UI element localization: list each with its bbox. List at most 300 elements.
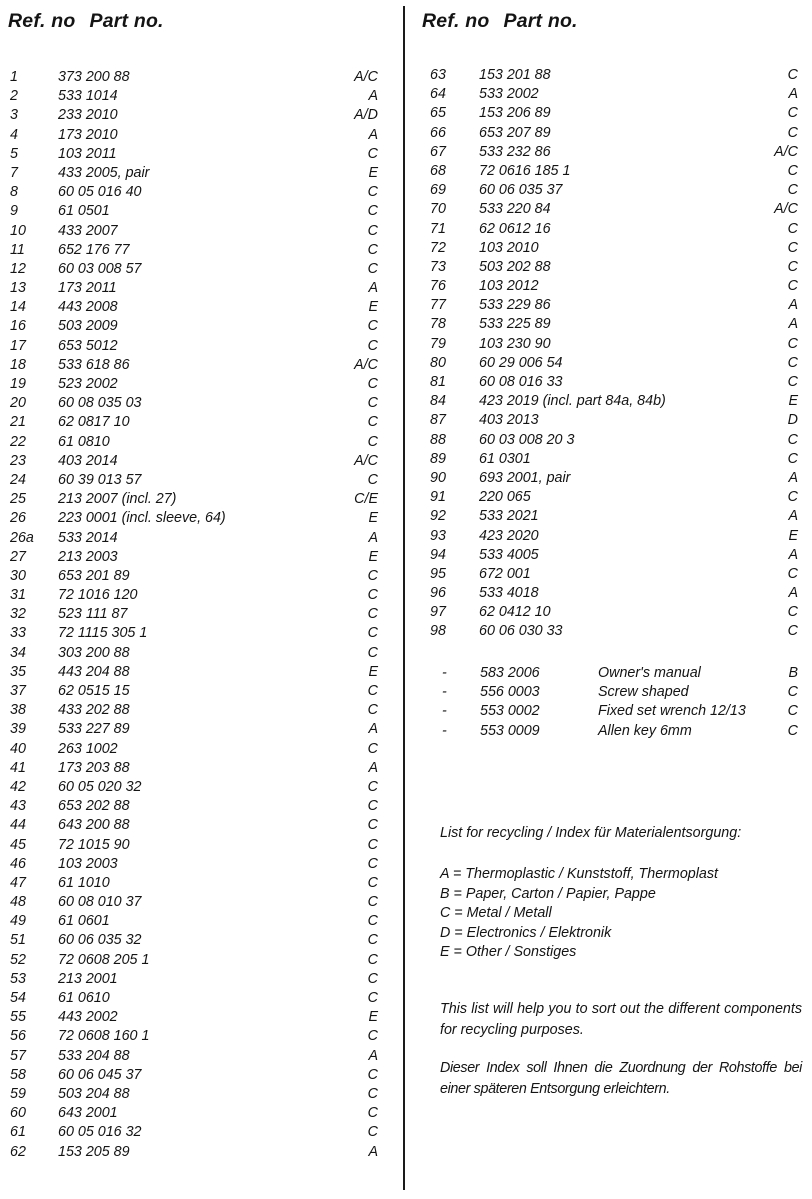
material-code-cell: B [788, 665, 798, 681]
part-no-cell: 533 618 86 [58, 356, 130, 373]
table-row [412, 239, 812, 258]
material-code-cell: A [788, 86, 798, 103]
material-code-cell: C [367, 778, 378, 795]
table-row [0, 912, 400, 931]
table-row [0, 356, 400, 375]
table-row [0, 183, 400, 202]
table-row [0, 279, 400, 298]
ref-no-cell: 45 [10, 836, 26, 853]
ref-no-cell: 68 [430, 162, 446, 179]
table-row [412, 603, 812, 622]
part-no-cell: 62 0412 10 [479, 604, 551, 621]
table-row [0, 317, 400, 336]
part-no-cell: 533 225 89 [479, 316, 551, 333]
ref-no-cell: 49 [10, 913, 26, 930]
material-code-cell: C [367, 683, 378, 699]
part-no-cell: 60 08 016 33 [479, 374, 563, 390]
part-no-cell: 553 0009 [480, 722, 540, 739]
material-code-cell: C [367, 970, 378, 987]
ref-no-cell: 33 [10, 625, 26, 642]
material-code-cell: E [368, 663, 378, 680]
part-no-cell: 62 0515 15 [58, 683, 130, 699]
material-code-cell: C [367, 625, 378, 642]
material-code-cell: C [367, 894, 378, 911]
part-no-cell: 533 220 84 [479, 201, 551, 218]
ref-no-cell: 96 [430, 585, 446, 602]
ref-no-cell: 35 [10, 663, 26, 680]
table-row [412, 622, 812, 641]
ref-no-cell: 4 [10, 126, 18, 143]
part-no-cell: 553 0002 [480, 703, 540, 720]
table-row [0, 471, 400, 490]
legend-item: C = Metal / Metall [440, 905, 552, 922]
ref-no-cell: 97 [430, 604, 446, 621]
legend-item: B = Paper, Carton / Papier, Pappe [440, 885, 656, 902]
part-no-cell: 503 2009 [58, 318, 118, 335]
legend-item: E = Other / Sonstiges [440, 944, 577, 961]
part-no-cell: 103 2012 [479, 278, 539, 295]
ref-no-cell: 89 [430, 450, 446, 467]
material-code-cell: A [368, 126, 378, 143]
table-row [0, 682, 400, 701]
material-code-cell: C [367, 1066, 378, 1083]
ref-no-cell: 92 [430, 508, 446, 525]
part-no-cell: 72 0608 205 1 [58, 951, 150, 968]
left-column-header [8, 10, 164, 33]
ref-no-cell: 60 [10, 1105, 26, 1122]
material-code-cell: C [787, 623, 798, 640]
part-no-cell: 523 111 87 [58, 606, 128, 623]
table-row [0, 145, 400, 164]
part-no-cell: 403 2014 [58, 452, 118, 469]
part-no-cell: 653 5012 [58, 337, 118, 354]
description-cell: Owner's manual [598, 665, 701, 681]
part-no-cell: 72 1115 305 1 [58, 625, 148, 642]
material-code-cell: C [787, 354, 798, 371]
part-no-cell: 433 2005, pair [58, 164, 150, 181]
part-no-cell: 373 200 88 [58, 69, 130, 85]
part-no-cell: 173 203 88 [58, 759, 130, 776]
table-row [0, 413, 400, 432]
table-row [412, 565, 812, 584]
material-code-cell: C [367, 932, 378, 949]
material-code-cell: C [367, 414, 378, 431]
part-no-cell: 61 0301 [479, 450, 531, 467]
legend-item: A = Thermoplastic / Kunststoff, Thermoplast [440, 866, 718, 882]
ref-no-cell: 46 [10, 855, 26, 872]
ref-no-heading: Ref. no [8, 10, 76, 32]
material-code-cell: A [368, 721, 378, 738]
table-row [0, 337, 400, 356]
table-row [0, 298, 400, 317]
ref-no-cell: - [442, 665, 447, 681]
part-no-cell: 60 39 013 57 [58, 471, 142, 488]
part-no-cell: 303 200 88 [58, 644, 130, 661]
material-code-cell: C [367, 836, 378, 853]
material-code-cell: C [787, 182, 798, 199]
material-code-cell: E [788, 393, 798, 410]
table-row [0, 529, 400, 548]
ref-no-cell: 66 [430, 124, 446, 141]
material-code-cell: C [367, 203, 378, 220]
material-code-cell: A [368, 759, 378, 776]
part-no-cell: 533 2002 [479, 86, 539, 103]
table-row [0, 1085, 400, 1104]
table-row [0, 567, 400, 586]
part-no-cell: 213 2001 [58, 970, 118, 987]
ref-no-cell: 41 [10, 759, 26, 776]
material-code-cell: A [368, 1143, 378, 1160]
table-row [0, 1047, 400, 1066]
material-code-cell: C [787, 703, 798, 720]
table-row [0, 893, 400, 912]
ref-no-cell: 23 [10, 452, 26, 469]
part-no-cell: 220 065 [479, 489, 531, 506]
material-code-cell: C [367, 951, 378, 968]
part-no-cell: 533 204 88 [58, 1047, 130, 1064]
ref-no-cell: 88 [430, 431, 446, 448]
part-no-cell: 72 0616 185 1 [479, 162, 571, 179]
table-row [0, 931, 400, 950]
material-code-cell: C [787, 124, 798, 141]
ref-no-cell: 1 [10, 69, 18, 85]
part-no-cell: 153 201 88 [479, 67, 551, 83]
ref-no-cell: 26a [10, 529, 34, 546]
ref-no-cell: 19 [10, 376, 26, 392]
accessories-list [412, 664, 812, 741]
ref-no-cell: 64 [430, 86, 446, 103]
material-code-cell: C [367, 740, 378, 757]
table-row [0, 816, 400, 835]
part-no-cell: 72 0608 160 1 [58, 1028, 150, 1045]
material-code-cell: A [788, 546, 798, 563]
ref-no-cell: 67 [430, 143, 446, 160]
part-no-cell: 60 05 016 32 [58, 1124, 142, 1141]
material-code-cell: C [367, 567, 378, 584]
ref-no-cell: 54 [10, 990, 26, 1006]
material-code-cell: C [367, 395, 378, 412]
part-no-cell: 72 1016 120 [58, 587, 138, 604]
part-no-cell: 60 06 045 37 [58, 1066, 142, 1083]
table-row [0, 164, 400, 183]
material-code-cell: A [788, 585, 798, 602]
ref-no-cell: 14 [10, 299, 26, 316]
ref-no-cell: 39 [10, 721, 26, 738]
table-row [412, 85, 812, 104]
part-no-cell: 263 1002 [58, 740, 118, 757]
part-no-cell: 443 2008 [58, 299, 118, 316]
material-code-cell: E [788, 527, 798, 544]
ref-no-cell: - [442, 703, 447, 720]
material-code-cell: A/D [354, 107, 378, 124]
part-no-cell: 423 2019 (incl. part 84a, 84b) [479, 393, 666, 410]
part-no-cell: 672 001 [479, 565, 531, 582]
ref-no-cell: 16 [10, 318, 26, 335]
part-no-cell: 533 227 89 [58, 721, 130, 738]
material-code-cell: A [788, 508, 798, 525]
material-code-cell: A/C [774, 143, 798, 160]
table-row [412, 258, 812, 277]
table-row [0, 874, 400, 893]
part-no-cell: 533 229 86 [479, 297, 551, 314]
material-code-cell: A [368, 88, 378, 105]
material-code-cell: C [367, 874, 378, 891]
ref-no-cell: 90 [430, 469, 446, 486]
part-no-cell: 61 1010 [58, 874, 110, 891]
ref-no-cell: 72 [430, 239, 446, 256]
part-no-cell: 103 2003 [58, 855, 118, 872]
material-code-cell: C [367, 606, 378, 623]
part-no-cell: 643 200 88 [58, 817, 130, 834]
ref-no-cell: 57 [10, 1047, 26, 1064]
table-row [0, 375, 400, 394]
ref-no-cell: 32 [10, 606, 26, 623]
material-code-cell: C [367, 471, 378, 488]
ref-no-cell: 76 [430, 278, 446, 295]
part-no-cell: 443 2002 [58, 1009, 118, 1026]
table-row [412, 296, 812, 315]
material-code-cell: C [787, 162, 798, 179]
part-no-heading: Part no. [503, 10, 578, 32]
ref-no-cell: 70 [430, 201, 446, 218]
table-row [0, 644, 400, 663]
material-code-cell: C [367, 376, 378, 392]
material-code-cell: C [787, 431, 798, 448]
table-row [0, 1066, 400, 1085]
material-code-cell: C [367, 241, 378, 258]
material-code-cell: C [367, 644, 378, 661]
table-row [0, 1008, 400, 1027]
table-row [0, 989, 400, 1008]
note-english: This list will help you to sort out the different components for recycling purposes. [440, 1001, 802, 1038]
part-no-cell: 213 2007 (incl. 27) [58, 491, 177, 508]
table-row [412, 431, 812, 450]
ref-no-cell: 9 [10, 203, 18, 220]
ref-no-cell: 34 [10, 644, 26, 661]
accessory-row [412, 683, 812, 702]
material-code-cell: C [787, 450, 798, 467]
material-code-cell: C [787, 374, 798, 390]
legend-items [440, 865, 718, 963]
ref-no-cell: 71 [430, 220, 446, 237]
ref-no-cell: 69 [430, 182, 446, 199]
material-code-cell: E [368, 164, 378, 181]
ref-no-cell: 12 [10, 260, 26, 277]
table-row [0, 126, 400, 145]
table-row [0, 106, 400, 125]
material-code-cell: C [367, 798, 378, 815]
ref-no-cell: 63 [430, 67, 446, 83]
material-code-cell: C [367, 1105, 378, 1122]
part-no-cell: 533 4018 [479, 585, 539, 602]
material-code-cell: A [368, 280, 378, 297]
ref-no-cell: 77 [430, 297, 446, 314]
ref-no-cell: 55 [10, 1009, 26, 1026]
ref-no-cell: 62 [10, 1143, 26, 1160]
table-row [0, 586, 400, 605]
part-no-cell: 103 2011 [58, 145, 117, 162]
ref-no-cell: 94 [430, 546, 446, 563]
material-code-cell: C [787, 335, 798, 352]
part-no-cell: 60 03 008 57 [58, 260, 142, 277]
ref-no-cell: 13 [10, 280, 26, 297]
part-no-cell: 653 202 88 [58, 798, 130, 815]
material-code-cell: E [368, 299, 378, 316]
part-no-cell: 653 201 89 [58, 567, 130, 584]
table-row [412, 66, 812, 85]
part-no-cell: 556 0003 [480, 684, 540, 701]
ref-no-cell: 24 [10, 471, 26, 488]
ref-no-cell: 20 [10, 395, 26, 412]
ref-no-cell: 42 [10, 778, 26, 795]
material-code-cell: C [367, 145, 378, 162]
part-no-cell: 503 202 88 [479, 258, 551, 275]
part-no-cell: 61 0601 [58, 913, 110, 930]
ref-no-cell: 84 [430, 393, 446, 410]
material-code-cell: A [368, 1047, 378, 1064]
ref-no-cell: 7 [10, 164, 18, 181]
part-no-cell: 60 29 006 54 [479, 354, 563, 371]
ref-no-cell: 30 [10, 567, 26, 584]
part-no-cell: 60 08 035 03 [58, 395, 142, 412]
ref-no-cell: 79 [430, 335, 446, 352]
table-row [0, 855, 400, 874]
part-no-cell: 533 4005 [479, 546, 539, 563]
part-no-cell: 433 2007 [58, 222, 118, 239]
table-row [412, 104, 812, 123]
part-no-cell: 173 2011 [58, 280, 117, 297]
table-row [412, 373, 812, 392]
table-row [0, 759, 400, 778]
table-row [0, 452, 400, 471]
accessory-row [412, 702, 812, 721]
table-row [0, 701, 400, 720]
part-no-cell: 60 08 010 37 [58, 894, 142, 911]
material-code-cell: A/C [354, 356, 378, 373]
ref-no-cell: 18 [10, 356, 26, 373]
ref-no-cell: 56 [10, 1028, 26, 1045]
table-row [412, 392, 812, 411]
ref-no-cell: 8 [10, 184, 18, 201]
table-row [0, 87, 400, 106]
material-code-cell: C [787, 220, 798, 237]
ref-no-cell: 47 [10, 874, 26, 891]
table-row [412, 584, 812, 603]
material-code-cell: C [367, 318, 378, 335]
ref-no-cell: 3 [10, 107, 18, 124]
part-no-cell: 693 2001, pair [479, 469, 571, 486]
table-row [0, 1123, 400, 1142]
legend-title: List for recycling / Index für Materialentsorgung: [440, 825, 742, 841]
ref-no-cell: 87 [430, 412, 446, 429]
ref-no-cell: 10 [10, 222, 26, 239]
ref-no-cell: 58 [10, 1066, 26, 1083]
part-no-cell: 60 05 016 40 [58, 184, 142, 201]
ref-no-cell: 95 [430, 565, 446, 582]
table-row [0, 68, 400, 87]
part-no-cell: 62 0612 16 [479, 220, 551, 237]
part-no-cell: 403 2013 [479, 412, 539, 429]
table-row [0, 222, 400, 241]
ref-no-cell: 5 [10, 145, 18, 162]
table-row [412, 335, 812, 354]
material-code-cell: C [367, 817, 378, 834]
part-no-cell: 153 206 89 [479, 105, 551, 122]
table-row [412, 124, 812, 143]
part-no-heading: Part no. [89, 10, 164, 32]
table-row [0, 1104, 400, 1123]
table-row [0, 241, 400, 260]
table-row [0, 624, 400, 643]
table-row [0, 605, 400, 624]
part-no-cell: 60 06 030 33 [479, 623, 563, 640]
table-row [0, 951, 400, 970]
accessory-row [412, 664, 812, 683]
ref-no-cell: 27 [10, 548, 26, 565]
material-code-cell: C [367, 855, 378, 872]
table-row [0, 778, 400, 797]
table-row [412, 277, 812, 296]
table-row [412, 411, 812, 430]
ref-no-cell: 65 [430, 105, 446, 122]
part-no-cell: 60 05 020 32 [58, 778, 142, 795]
table-row [412, 181, 812, 200]
material-code-cell: A [368, 529, 378, 546]
column-divider [403, 6, 405, 1190]
material-code-cell: D [787, 412, 798, 429]
material-code-cell: C [367, 184, 378, 201]
ref-no-cell: 2 [10, 88, 18, 105]
material-code-cell: A/C [774, 201, 798, 218]
table-row [0, 970, 400, 989]
ref-no-cell: 59 [10, 1085, 26, 1102]
table-row [412, 162, 812, 181]
ref-no-cell: 21 [10, 414, 26, 431]
table-row [0, 433, 400, 452]
part-no-cell: 503 204 88 [58, 1085, 130, 1102]
part-no-cell: 153 205 89 [58, 1143, 130, 1160]
part-no-cell: 533 2014 [58, 529, 118, 546]
material-code-cell: A [788, 469, 798, 486]
part-no-cell: 433 202 88 [58, 702, 130, 719]
part-no-cell: 443 204 88 [58, 663, 130, 680]
part-no-cell: 173 2010 [58, 126, 118, 143]
ref-no-cell: 44 [10, 817, 26, 834]
part-no-cell: 523 2002 [58, 376, 118, 392]
table-row [0, 797, 400, 816]
material-code-cell: C [367, 702, 378, 719]
material-code-cell: C [787, 67, 798, 83]
ref-no-cell: 81 [430, 374, 446, 390]
material-code-cell: C [367, 1028, 378, 1045]
part-no-cell: 213 2003 [58, 548, 118, 565]
ref-no-cell: 37 [10, 683, 26, 699]
ref-no-cell: - [442, 722, 447, 739]
table-row [0, 1027, 400, 1046]
ref-no-cell: 93 [430, 527, 446, 544]
ref-no-cell: 26 [10, 510, 26, 527]
description-cell: Screw shaped [598, 684, 689, 701]
table-row [412, 315, 812, 334]
legend-item: D = Electronics / Elektronik [440, 924, 612, 941]
ref-no-cell: 31 [10, 587, 26, 604]
part-no-cell: 583 2006 [480, 665, 540, 681]
description-cell: Fixed set wrench 12/13 [598, 703, 746, 720]
table-row [412, 450, 812, 469]
material-code-cell: A/C [354, 452, 378, 469]
material-code-cell: A/C [354, 69, 378, 85]
material-code-cell: C [367, 260, 378, 277]
